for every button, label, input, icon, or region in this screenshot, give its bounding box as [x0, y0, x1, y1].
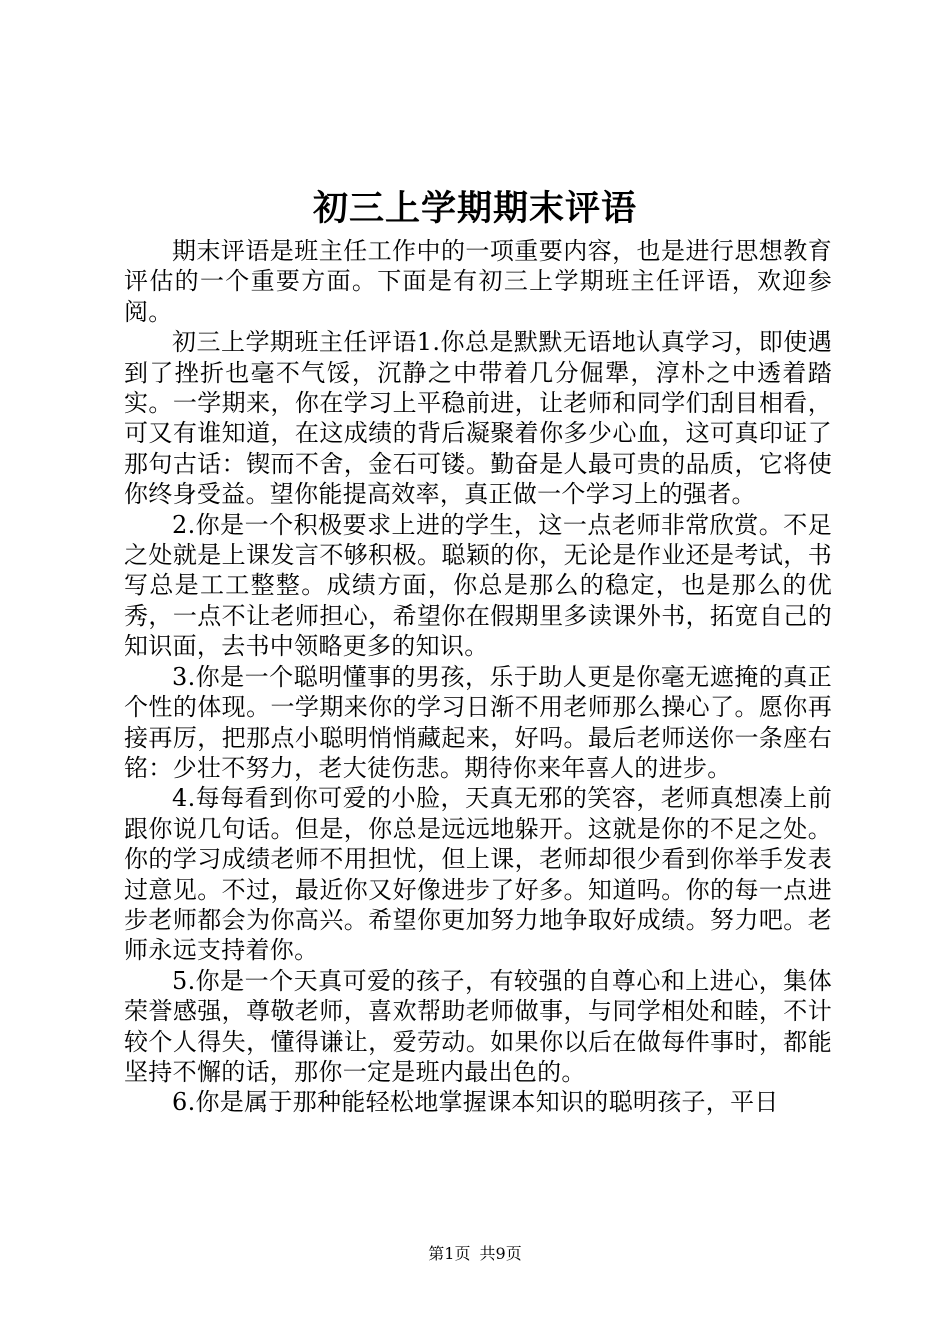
paragraph-comment-5: 5.你是一个天真可爱的孩子，有较强的自尊心和上进心，集体荣誉感强，尊敬老师，喜欢帮助老师做事，与同学相处和睦，不计较个人得失，懂得谦让，爱劳动。如果你以后在做每件事时，都能坚持不懈的话，那你一定是班内最出色的。: [124, 966, 832, 1086]
paragraph-comment-4: 4.每每看到你可爱的小脸，天真无邪的笑容，老师真想凑上前跟你说几句话。但是，你总是远远地躲开。这就是你的不足之处。你的学习成绩老师不用担忧，但上课，老师却很少看到你举手发表过意见。不过，最近你又好像进步了好多。知道吗。你的每一点进步老师都会为你高兴。希望你更加努力地争取好成绩。努力吧。老师永远支持着你。: [124, 784, 832, 965]
paragraph-comment-1: 初三上学期班主任评语1.你总是默默无语地认真学习，即使遇到了挫折也毫不气馁，沉静之中带着几分倔犟，淳朴之中透着踏实。一学期来，你在学习上平稳前进，让老师和同学们刮目相看，可又有谁知道，在这成绩的背后凝聚着你多少心血，这可真印证了那句古话：锲而不舍，金石可镂。勤奋是人最可贵的品质，它将使你终身受益。望你能提高效率，真正做一个学习上的强者。: [124, 328, 832, 509]
paragraph-comment-3: 3.你是一个聪明懂事的男孩，乐于助人更是你毫无遮掩的真正个性的体现。一学期来你的学习日渐不用老师那么操心了。愿你再接再厉，把那点小聪明悄悄藏起来，好吗。最后老师送你一条座右铭：少壮不努力，老大徒伤悲。期待你来年喜人的进步。: [124, 662, 832, 782]
paragraph-intro: 期末评语是班主任工作中的一项重要内容，也是进行思想教育评估的一个重要方面。下面是有初三上学期班主任评语，欢迎参阅。: [124, 237, 832, 326]
document-body: [124, 236, 832, 1118]
paragraph-comment-2: 2.你是一个积极要求上进的学生，这一点老师非常欣赏。不足之处就是上课发言不够积极。聪颖的你，无论是作业还是考试，书写总是工工整整。成绩方面，你总是那么的稳定，也是那么的优秀，一点不让老师担心，希望你在假期里多读课外书，拓宽自己的知识面，去书中领略更多的知识。: [124, 510, 832, 661]
paragraph-comment-6: 6.你是属于那种能轻松地掌握课本知识的聪明孩子，平日: [172, 1088, 779, 1117]
page-footer: 第1页 共9页: [428, 1244, 522, 1263]
document-title: 初三上学期期末评语: [312, 188, 637, 229]
